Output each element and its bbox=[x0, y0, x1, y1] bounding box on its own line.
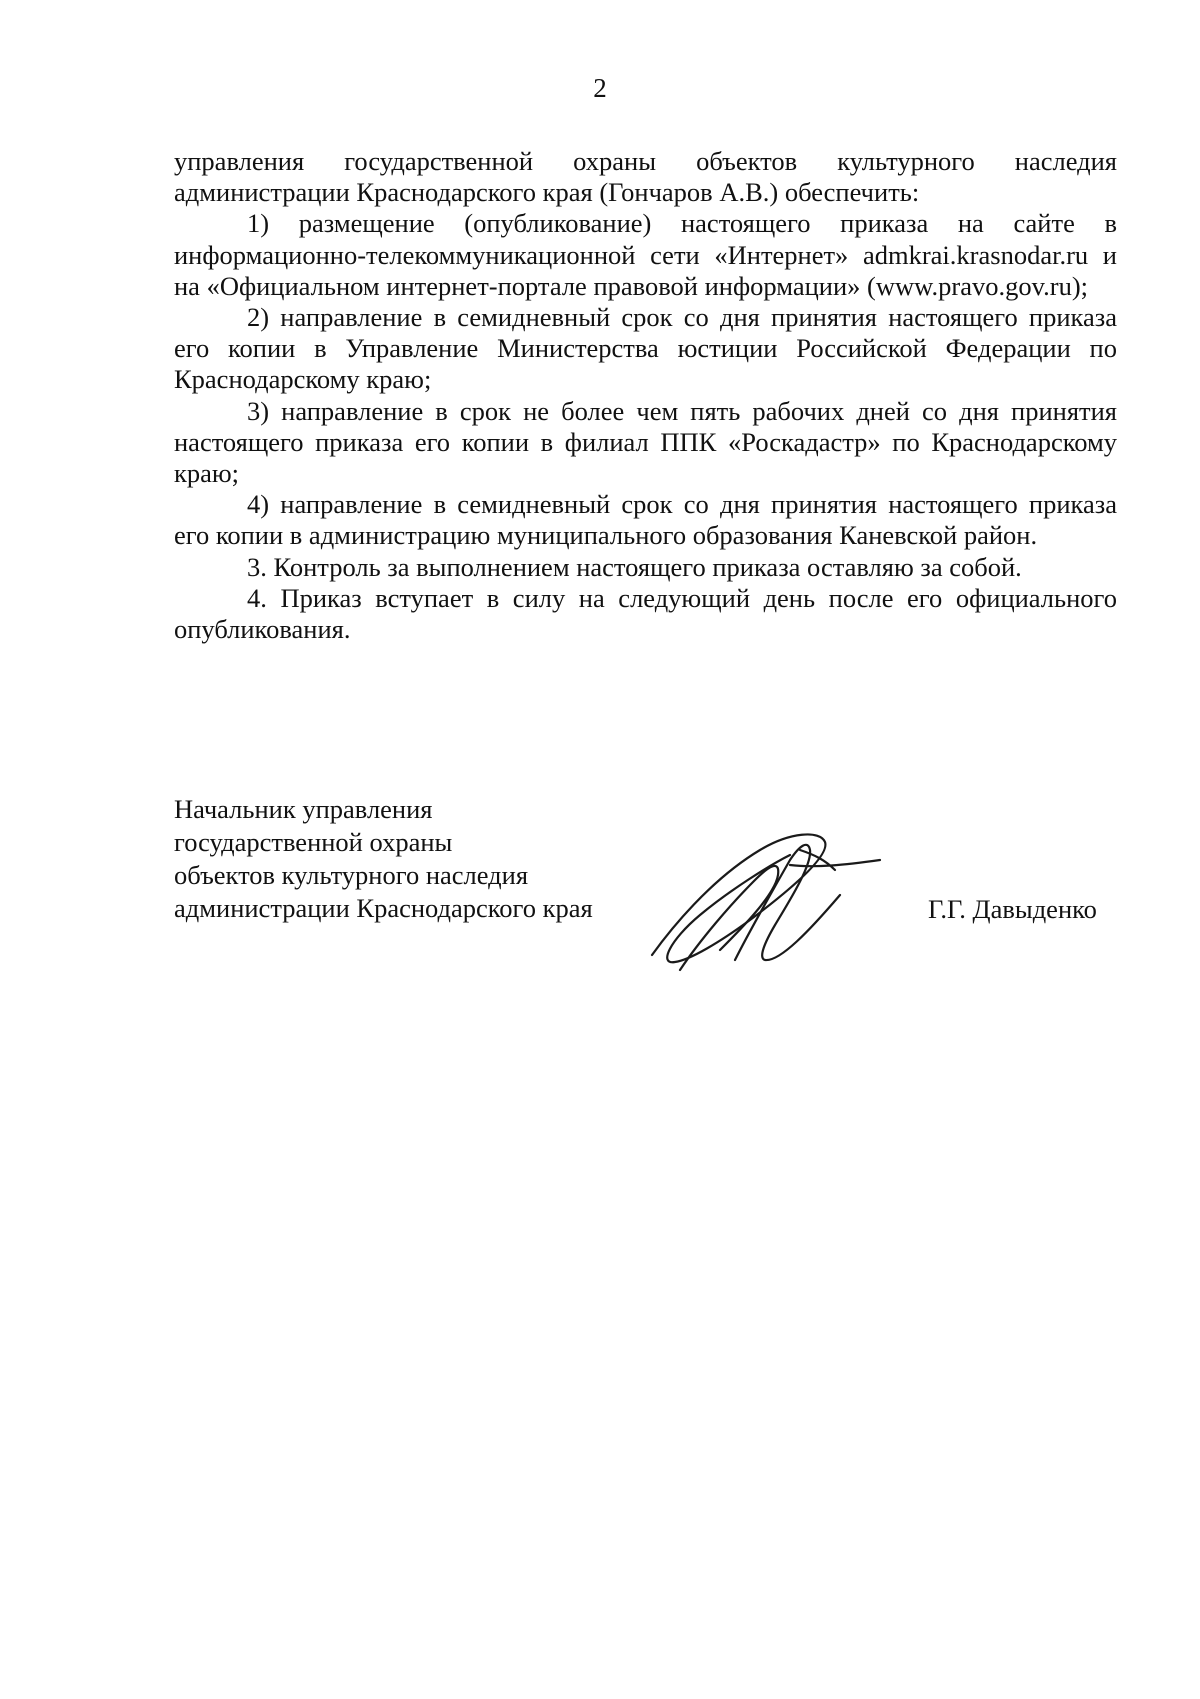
signatory-name: Г.Г. Давыденко bbox=[928, 894, 1097, 924]
list-item-2: 2) направление в семидневный срок со дня принятия настоящего приказа его копии в Управление Министерства юстиции Российской Федерации по Краснодарскому краю; bbox=[174, 302, 1117, 395]
position-line-1: Начальник управления bbox=[174, 794, 433, 824]
clause-3: 3. Контроль за выполнением настоящего приказа оставляю за собой. bbox=[247, 551, 1022, 582]
list-item-4: 4) направление в семидневный срок со дня принятия настоящего приказа его копии в администрацию муниципального образования Каневской район. bbox=[174, 489, 1117, 551]
list-item-1: 1) размещение (опубликование) настоящего приказа на сайте в информационно-телекоммуникационной сети «Интернет» admkrai.krasnodar.ru и на «Официальном интернет-портале правовой информации» (www.pravo.gov.ru); bbox=[174, 208, 1117, 301]
signatory-position bbox=[174, 793, 634, 925]
document-body bbox=[174, 146, 1117, 645]
page-number: 2 bbox=[593, 73, 607, 103]
position-line-3: объектов культурного наследия bbox=[174, 860, 529, 890]
clause-4: 4. Приказ вступает в силу на следующий день после его официального опубликования. bbox=[174, 582, 1117, 645]
intro-paragraph: управления государственной охраны объектов культурного наследия администрации Краснодарского края (Гончаров А.В.) обеспечить: bbox=[174, 146, 1117, 208]
handwritten-signature bbox=[640, 820, 900, 980]
position-line-2: государственной охраны bbox=[174, 827, 453, 857]
position-line-4: администрации Краснодарского края bbox=[174, 893, 593, 923]
list-item-3: 3) направление в срок не более чем пять рабочих дней со дня принятия настоящего приказа его копии в филиал ППК «Роскадастр» по Краснодарскому краю; bbox=[174, 395, 1117, 489]
